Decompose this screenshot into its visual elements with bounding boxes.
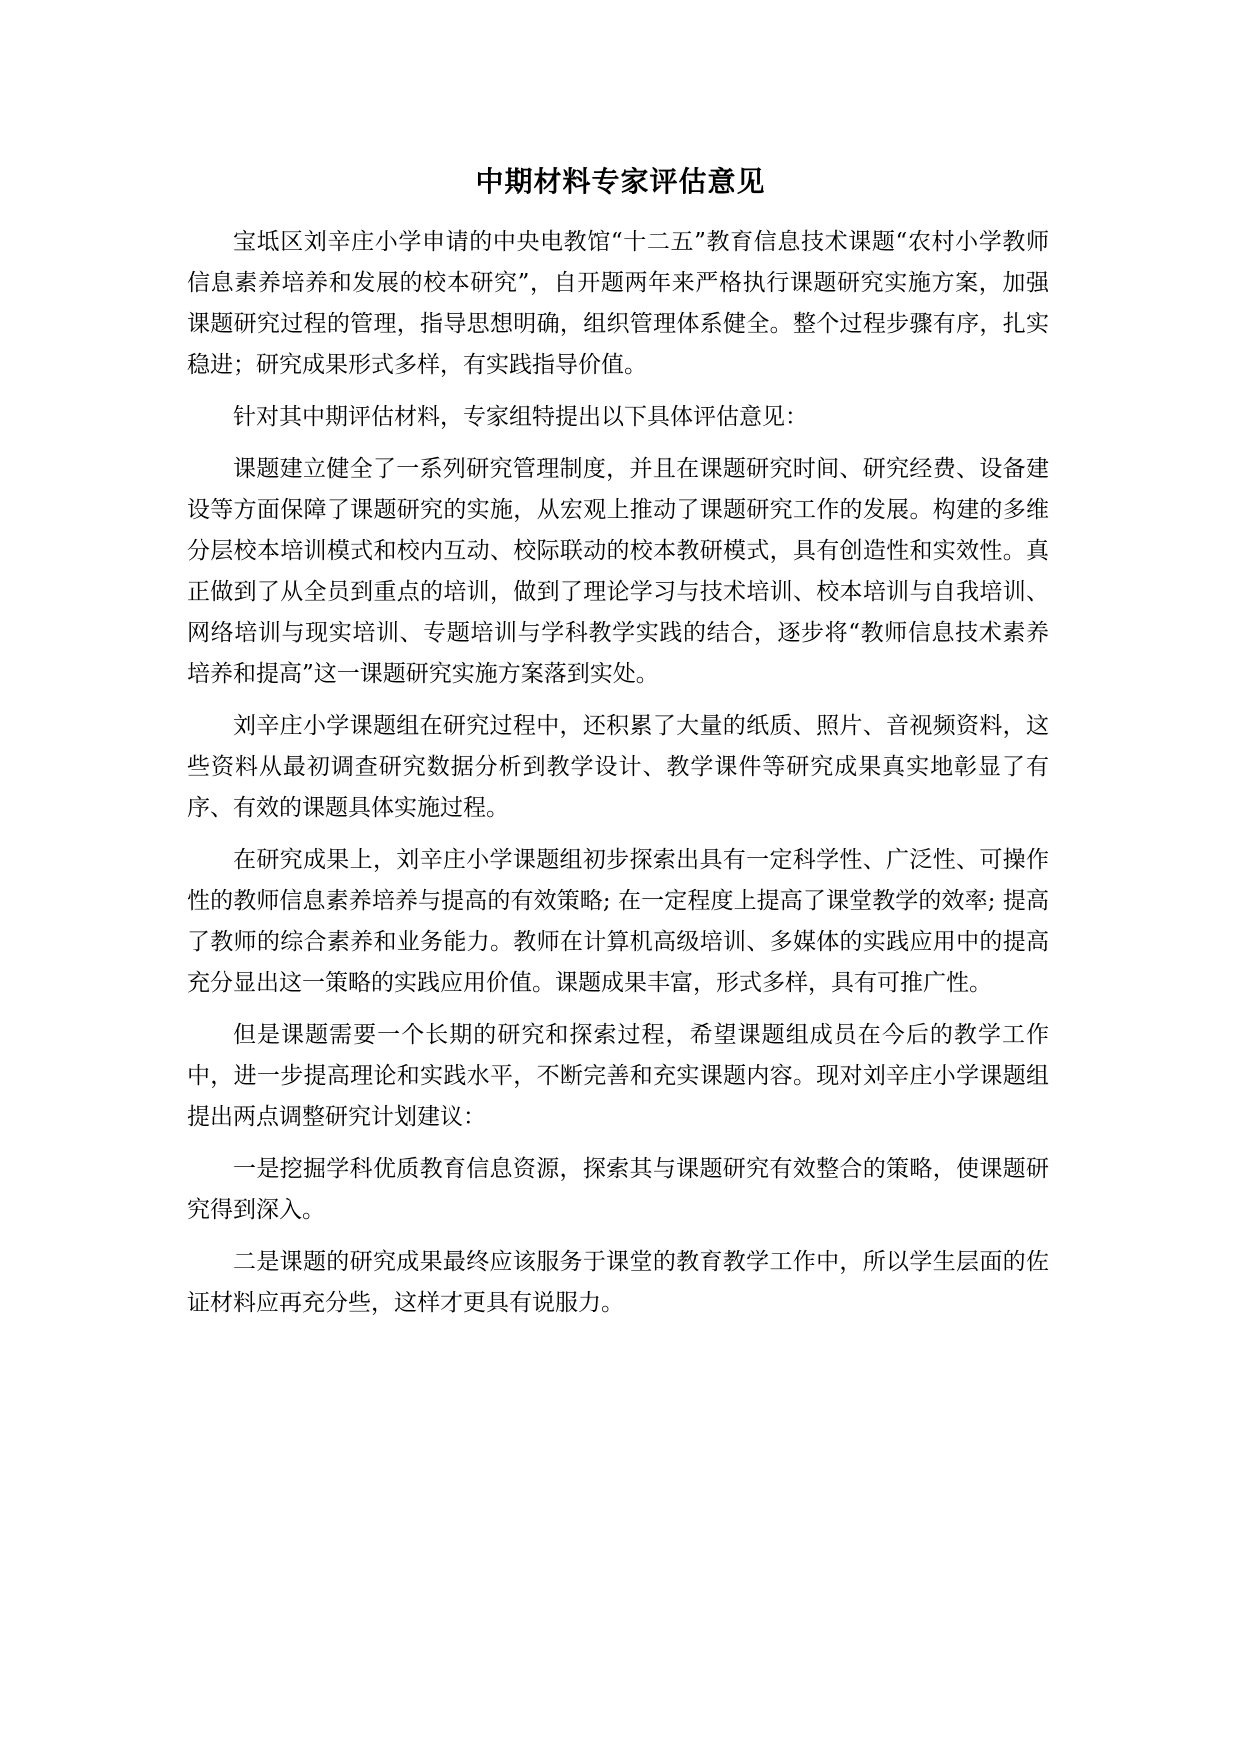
paragraph-suggestion-intro: 但是课题需要一个长期的研究和探索过程，希望课题组成员在今后的教学工作中，进一步提高理论和实践水平，不断完善和充实课题内容。现对刘辛庄小学课题组提出两点调整研究计划建议： [187, 1022, 1049, 1130]
paragraph-intro: 宝坻区刘辛庄小学申请的中央电教馆“十二五”教育信息技术课题“农村小学教师信息素养培养和发展的校本研究”，自开题两年来严格执行课题研究实施方案，加强课题研究过程的管理，指导思想明确，组织管理体系健全。整个过程步骤有序，扎实稳进；研究成果形式多样，有实践指导价值。 [187, 229, 1049, 378]
paragraph-suggestion-one: 一是挖掘学科优质教育信息资源，探索其与课题研究有效整合的策略，使课题研究得到深入。 [187, 1156, 1049, 1223]
paragraph-suggestion-two: 二是课题的研究成果最终应该服务于课堂的教育教学工作中，所以学生层面的佐证材料应再充分些，这样才更具有说服力。 [187, 1249, 1049, 1316]
paragraph-materials: 刘辛庄小学课题组在研究过程中，还积累了大量的纸质、照片、音视频资料，这些资料从最初调查研究数据分析到教学设计、教学课件等研究成果真实地彰显了有序、有效的课题具体实施过程。 [187, 713, 1049, 821]
paragraph-results: 在研究成果上，刘辛庄小学课题组初步探索出具有一定科学性、广泛性、可操作性的教师信息素养培养与提高的有效策略; 在一定程度上提高了课堂教学的效率; 提高了教师的综合素养和业务能力。教师在计算机高级培训、多媒体的实践应用中的提高充分显出这一策略的实践应用价值。课题成果丰富，形式多样，具有可推广性。 [187, 847, 1049, 996]
paragraph-management: 课题建立健全了一系列研究管理制度，并且在课题研究时间、研究经费、设备建设等方面保障了课题研究的实施，从宏观上推动了课题研究工作的发展。构建的多维分层校本培训模式和校内互动、校际联动的校本教研模式，具有创造性和实效性。真正做到了从全员到重点的培训，做到了理论学习与技术培训、校本培训与自我培训、网络培训与现实培训、专题培训与学科教学实践的结合，逐步将“教师信息技术素养培养和提高”这一课题研究实施方案落到实处。 [187, 456, 1049, 687]
document-title: 中期材料专家评估意见 [475, 165, 766, 198]
document-body [187, 222, 1049, 1335]
paragraph-lead: 针对其中期评估材料，专家组特提出以下具体评估意见： [233, 404, 808, 430]
